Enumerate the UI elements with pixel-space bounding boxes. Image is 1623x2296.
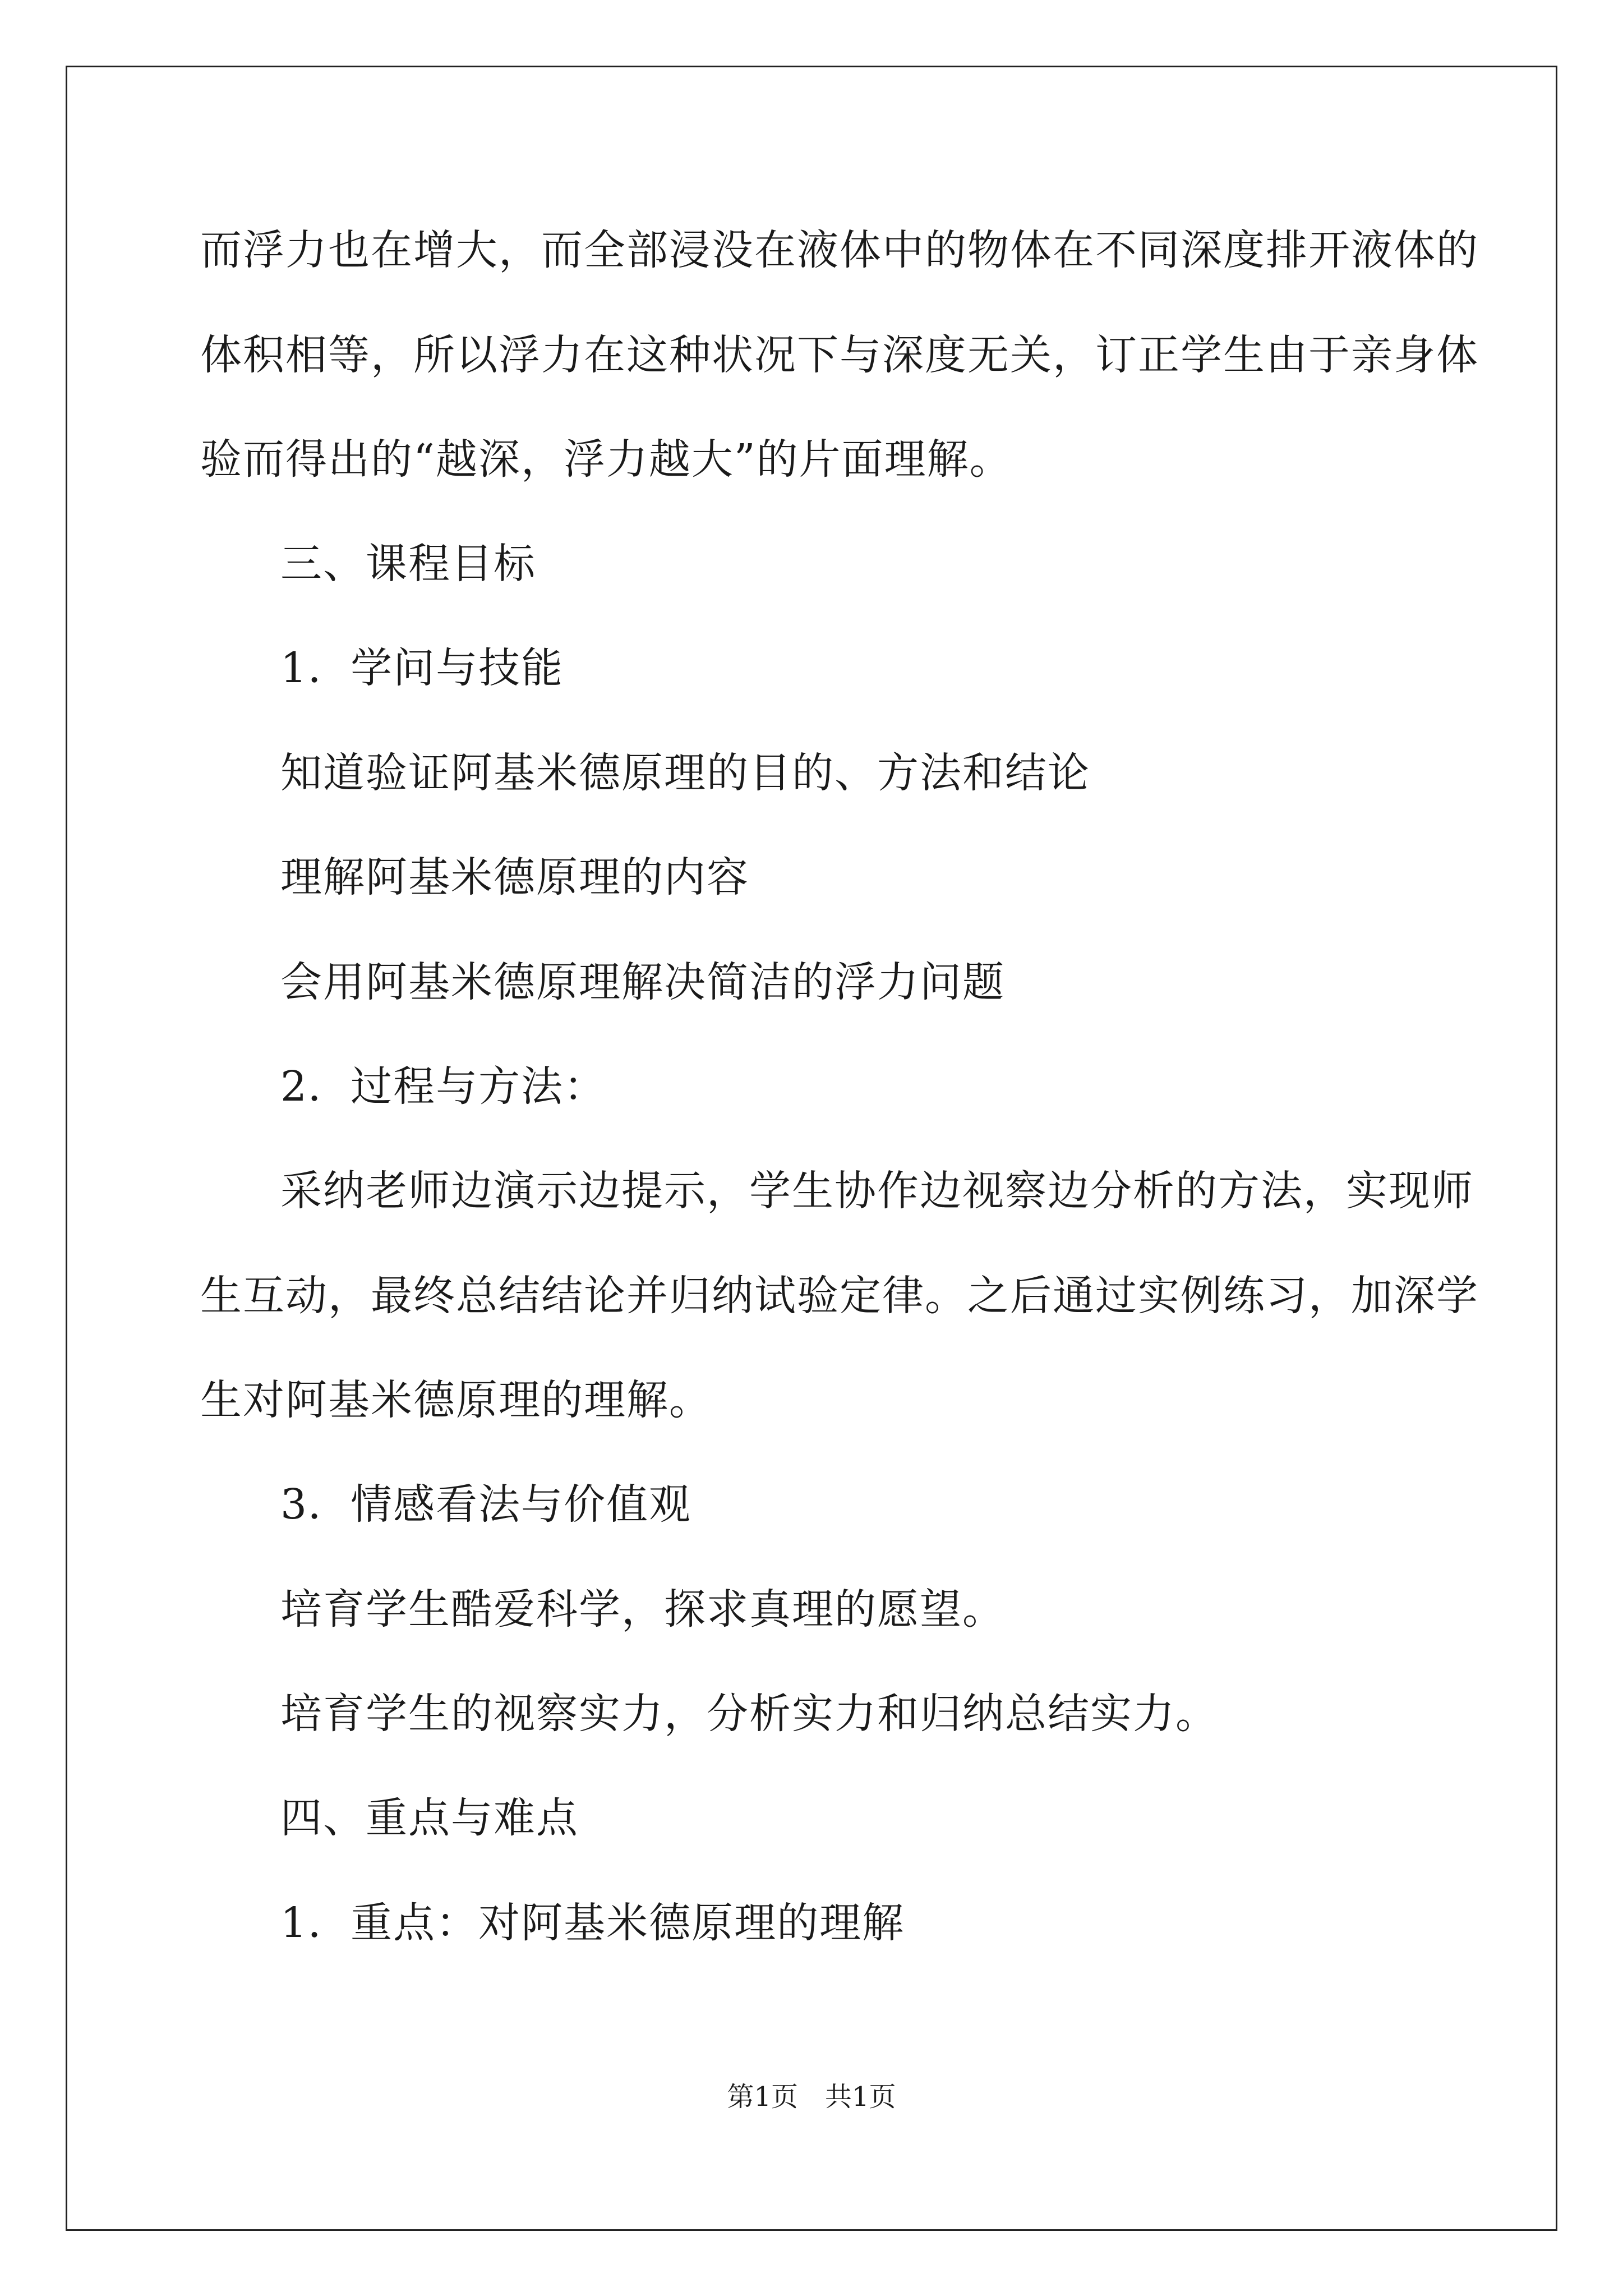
paragraph-line: 体积相等，所以浮力在这种状况下与深度无关，订正学生由于亲身体 xyxy=(200,331,1479,379)
subsection-heading: 2．过程与方法： xyxy=(280,1062,607,1111)
page-number: 第1页 xyxy=(727,2081,798,2113)
subsection-heading: 1．重点：对阿基米德原理的理解 xyxy=(280,1899,905,1947)
page-footer xyxy=(0,2080,1623,2114)
section-heading: 三、课程目标 xyxy=(280,540,536,588)
section-heading: 四、重点与难点 xyxy=(280,1794,579,1842)
paragraph-line: 采纳老师边演示边提示，学生协作边视察边分析的方法，实现师 xyxy=(280,1167,1474,1215)
paragraph-line: 培育学生酷爱科学，探求真理的愿望。 xyxy=(280,1585,1005,1634)
paragraph-line: 知道验证阿基米德原理的目的、方法和结论 xyxy=(280,749,1090,797)
subsection-heading: 3．情感看法与价值观 xyxy=(280,1480,692,1529)
paragraph-line: 验而得出的“越深，浮力越大”的片面理解。 xyxy=(200,435,1012,484)
paragraph-line: 理解阿基米德原理的内容 xyxy=(280,853,749,901)
page-total: 共1页 xyxy=(825,2081,896,2113)
subsection-heading: 1．学问与技能 xyxy=(280,644,564,692)
paragraph-line: 会用阿基米德原理解决简洁的浮力问题 xyxy=(280,958,1005,1006)
paragraph-line: 生互动，最终总结结论并归纳试验定律。之后通过实例练习，加深学 xyxy=(200,1272,1479,1320)
paragraph-line: 而浮力也在增大，而全部浸没在液体中的物体在不同深度排开液体的 xyxy=(200,226,1479,274)
paragraph-line: 生对阿基米德原理的理解。 xyxy=(200,1376,712,1424)
paragraph-line: 培育学生的视察实力，分析实力和归纳总结实力。 xyxy=(280,1690,1218,1738)
